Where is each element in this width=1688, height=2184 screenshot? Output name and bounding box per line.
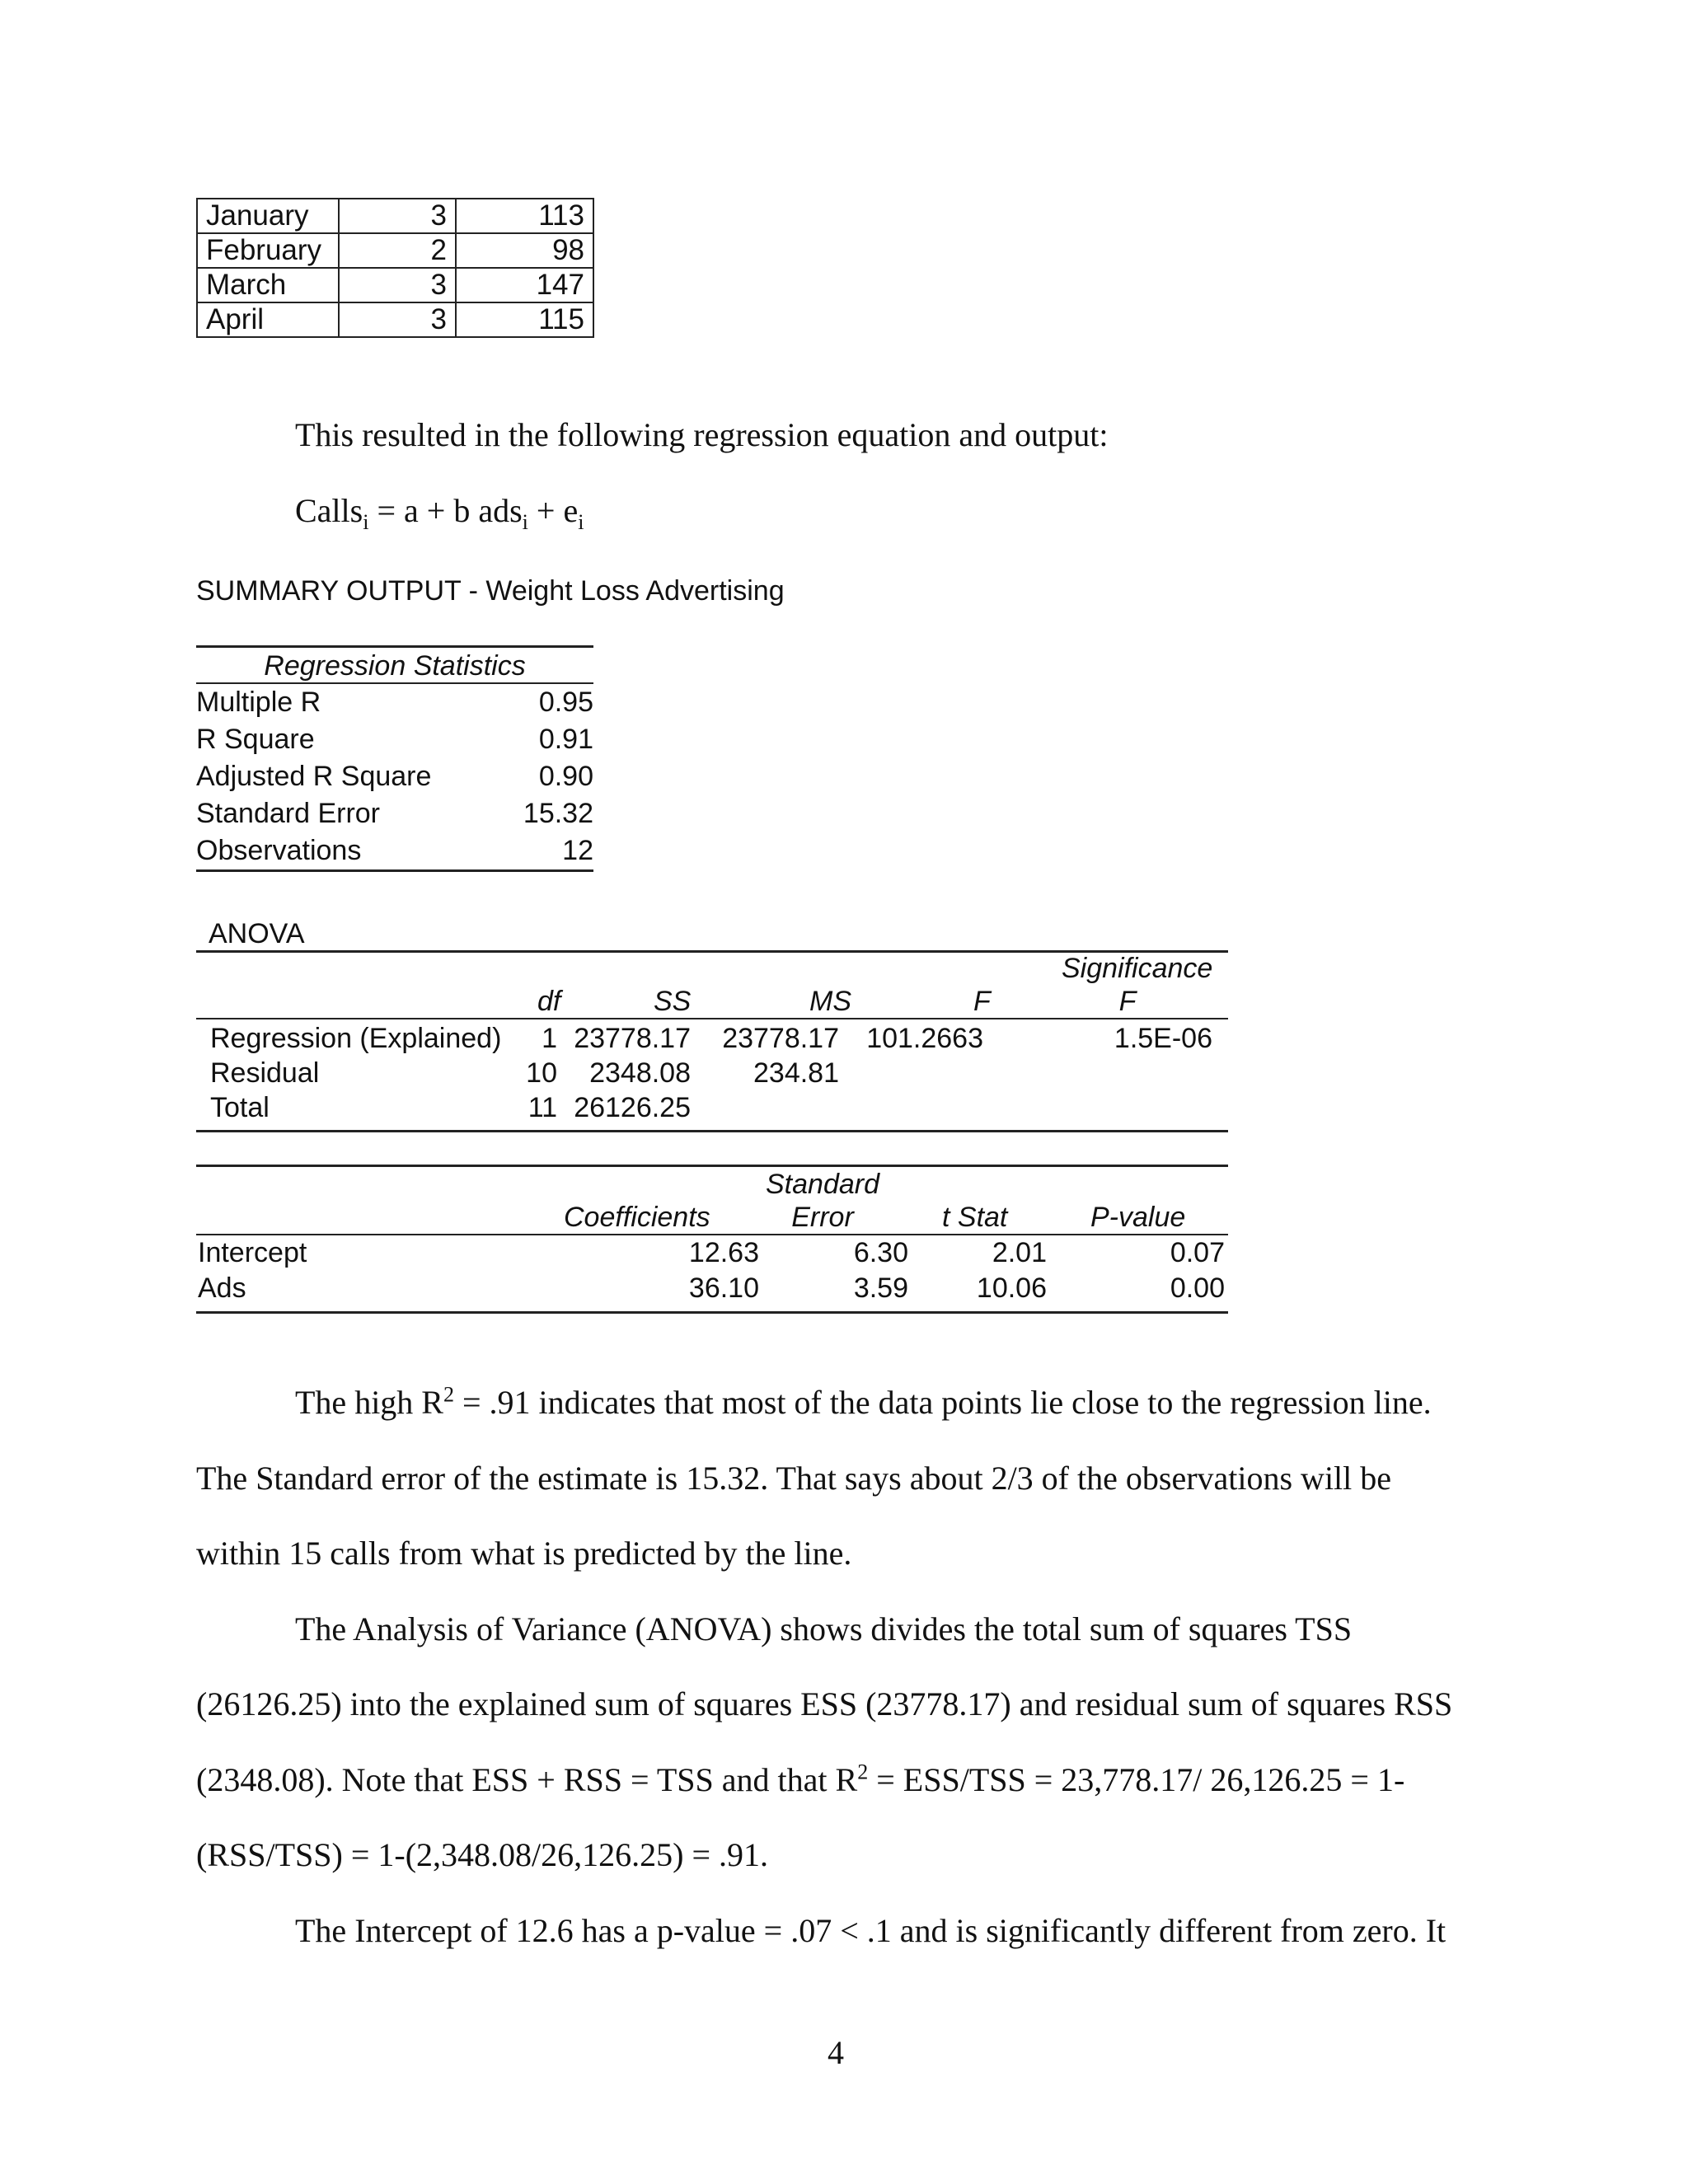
stat-value: 0.90 — [538, 761, 593, 792]
header-t-stat: t Stat — [942, 1202, 1008, 1233]
stat-value: 0.95 — [538, 687, 593, 718]
body-line-5: (26126.25) into the explained sum of squares ESS (23778.17) and residual sum of squares RSS — [196, 1685, 1453, 1722]
ads-cell: 2 — [339, 233, 456, 268]
cell-p-value: 0.07 — [1170, 1237, 1225, 1268]
month-cell: April — [197, 302, 339, 337]
equation-subscript: i — [363, 510, 369, 534]
body-line-2: The Standard error of the estimate is 15.32. That says about 2/3 of the observations will be — [196, 1460, 1392, 1497]
cell-ss: 26126.25 — [574, 1092, 691, 1123]
table-row — [197, 302, 593, 337]
cell-f: 101.2663 — [866, 1023, 983, 1054]
table-row — [196, 1237, 1228, 1272]
body-line-3: within 15 calls from what is predicted by the line. — [196, 1535, 852, 1572]
header-df: df — [537, 986, 561, 1017]
stat-label: R Square — [196, 724, 315, 755]
cell-df: 1 — [542, 1023, 557, 1054]
table-row — [196, 721, 593, 758]
table-row — [196, 1272, 1228, 1311]
coefficients-table — [196, 1165, 1228, 1314]
month-cell: February — [197, 233, 339, 268]
cell-ss: 2348.08 — [589, 1057, 691, 1089]
cell-ss: 23778.17 — [574, 1023, 691, 1054]
table-row — [196, 684, 593, 721]
table-row — [196, 1057, 1228, 1092]
cell-t-stat: 2.01 — [992, 1237, 1047, 1268]
calls-cell: 98 — [456, 233, 593, 268]
cell-significance: 1.5E-06 — [1114, 1023, 1212, 1054]
table-row — [197, 268, 593, 302]
anova-table — [196, 950, 1228, 1132]
superscript: 2 — [443, 1382, 454, 1407]
stat-label: Standard Error — [196, 798, 380, 829]
header-coefficients: Coefficients — [564, 1202, 710, 1233]
table-row — [196, 832, 593, 872]
cell-standard-error: 3.59 — [853, 1272, 908, 1304]
stat-value: 15.32 — [523, 798, 593, 829]
stat-value: 0.91 — [538, 724, 593, 755]
header-ss: SS — [654, 986, 692, 1017]
stat-label: Adjusted R Square — [196, 761, 432, 792]
body-line-7: (RSS/TSS) = 1-(2,348.08/26,126.25) = .91. — [196, 1836, 769, 1873]
body-line-4: The Analysis of Variance (ANOVA) shows divides the total sum of squares TSS — [295, 1610, 1353, 1647]
body-line-6 — [196, 1760, 1405, 1798]
header-error: Error — [791, 1202, 854, 1233]
body-text: The high R — [295, 1384, 443, 1421]
row-label: Regression (Explained) — [210, 1023, 502, 1054]
ads-cell: 3 — [339, 199, 456, 233]
table-row — [197, 233, 593, 268]
header-p-value: P-value — [1090, 1202, 1186, 1233]
calls-cell: 147 — [456, 268, 593, 302]
header-f: F — [973, 986, 991, 1017]
table-row — [196, 795, 593, 832]
month-cell: March — [197, 268, 339, 302]
equation-subscript: i — [522, 510, 528, 534]
regression-statistics-header: Regression Statistics — [196, 648, 593, 684]
row-label: Residual — [210, 1057, 320, 1089]
header-significance-f: F — [1118, 986, 1137, 1017]
row-label: Intercept — [198, 1237, 307, 1268]
header-significance: Significance — [1062, 953, 1213, 984]
calls-cell: 115 — [456, 302, 593, 337]
month-cell: January — [197, 199, 339, 233]
equation-calls: Calls — [295, 492, 363, 529]
body-text: (2348.08). Note that ESS + RSS = TSS and that R — [196, 1761, 858, 1798]
summary-output-title: SUMMARY OUTPUT - Weight Loss Advertising — [196, 575, 785, 607]
header-ms: MS — [809, 986, 851, 1017]
equation-middle: = a + b ads — [368, 492, 523, 529]
ads-cell: 3 — [339, 302, 456, 337]
cell-ms: 23778.17 — [722, 1023, 839, 1054]
equation-error: + e — [528, 492, 579, 529]
intro-paragraph: This resulted in the following regression equation and output: — [295, 416, 1109, 453]
anova-header-row — [196, 953, 1228, 1019]
cell-coefficient: 36.10 — [688, 1272, 759, 1304]
stat-label: Multiple R — [196, 687, 321, 718]
superscript: 2 — [857, 1760, 869, 1784]
row-label: Total — [210, 1092, 270, 1123]
anova-title: ANOVA — [209, 918, 305, 949]
ads-cell: 3 — [339, 268, 456, 302]
equation-subscript: i — [578, 510, 584, 534]
regression-equation — [295, 492, 584, 534]
cell-df: 11 — [528, 1092, 557, 1123]
header-standard: Standard — [766, 1169, 879, 1200]
row-label: Ads — [198, 1272, 246, 1304]
coefficients-header-row — [196, 1167, 1228, 1235]
table-row — [196, 1092, 1228, 1130]
stat-label: Observations — [196, 835, 362, 866]
body-text: = .91 indicates that most of the data points lie close to the regression line. — [453, 1384, 1432, 1421]
table-row — [197, 199, 593, 233]
body-line-1 — [295, 1382, 1432, 1421]
cell-coefficient: 12.63 — [688, 1237, 759, 1268]
cell-standard-error: 6.30 — [853, 1237, 908, 1268]
cell-df: 10 — [526, 1057, 557, 1089]
body-line-8: The Intercept of 12.6 has a p-value = .07 < .1 and is significantly different from zero. It — [295, 1912, 1447, 1949]
regression-statistics-table — [196, 645, 593, 872]
cell-p-value: 0.00 — [1170, 1272, 1225, 1304]
monthly-data-table — [196, 198, 594, 338]
body-text: = ESS/TSS = 23,778.17/ 26,126.25 = 1- — [868, 1761, 1405, 1798]
table-row — [196, 758, 593, 795]
table-row — [196, 1023, 1228, 1057]
cell-ms: 234.81 — [753, 1057, 839, 1089]
page-number: 4 — [828, 2034, 844, 2071]
stat-value: 12 — [562, 835, 593, 866]
calls-cell: 113 — [456, 199, 593, 233]
cell-t-stat: 10.06 — [976, 1272, 1047, 1304]
